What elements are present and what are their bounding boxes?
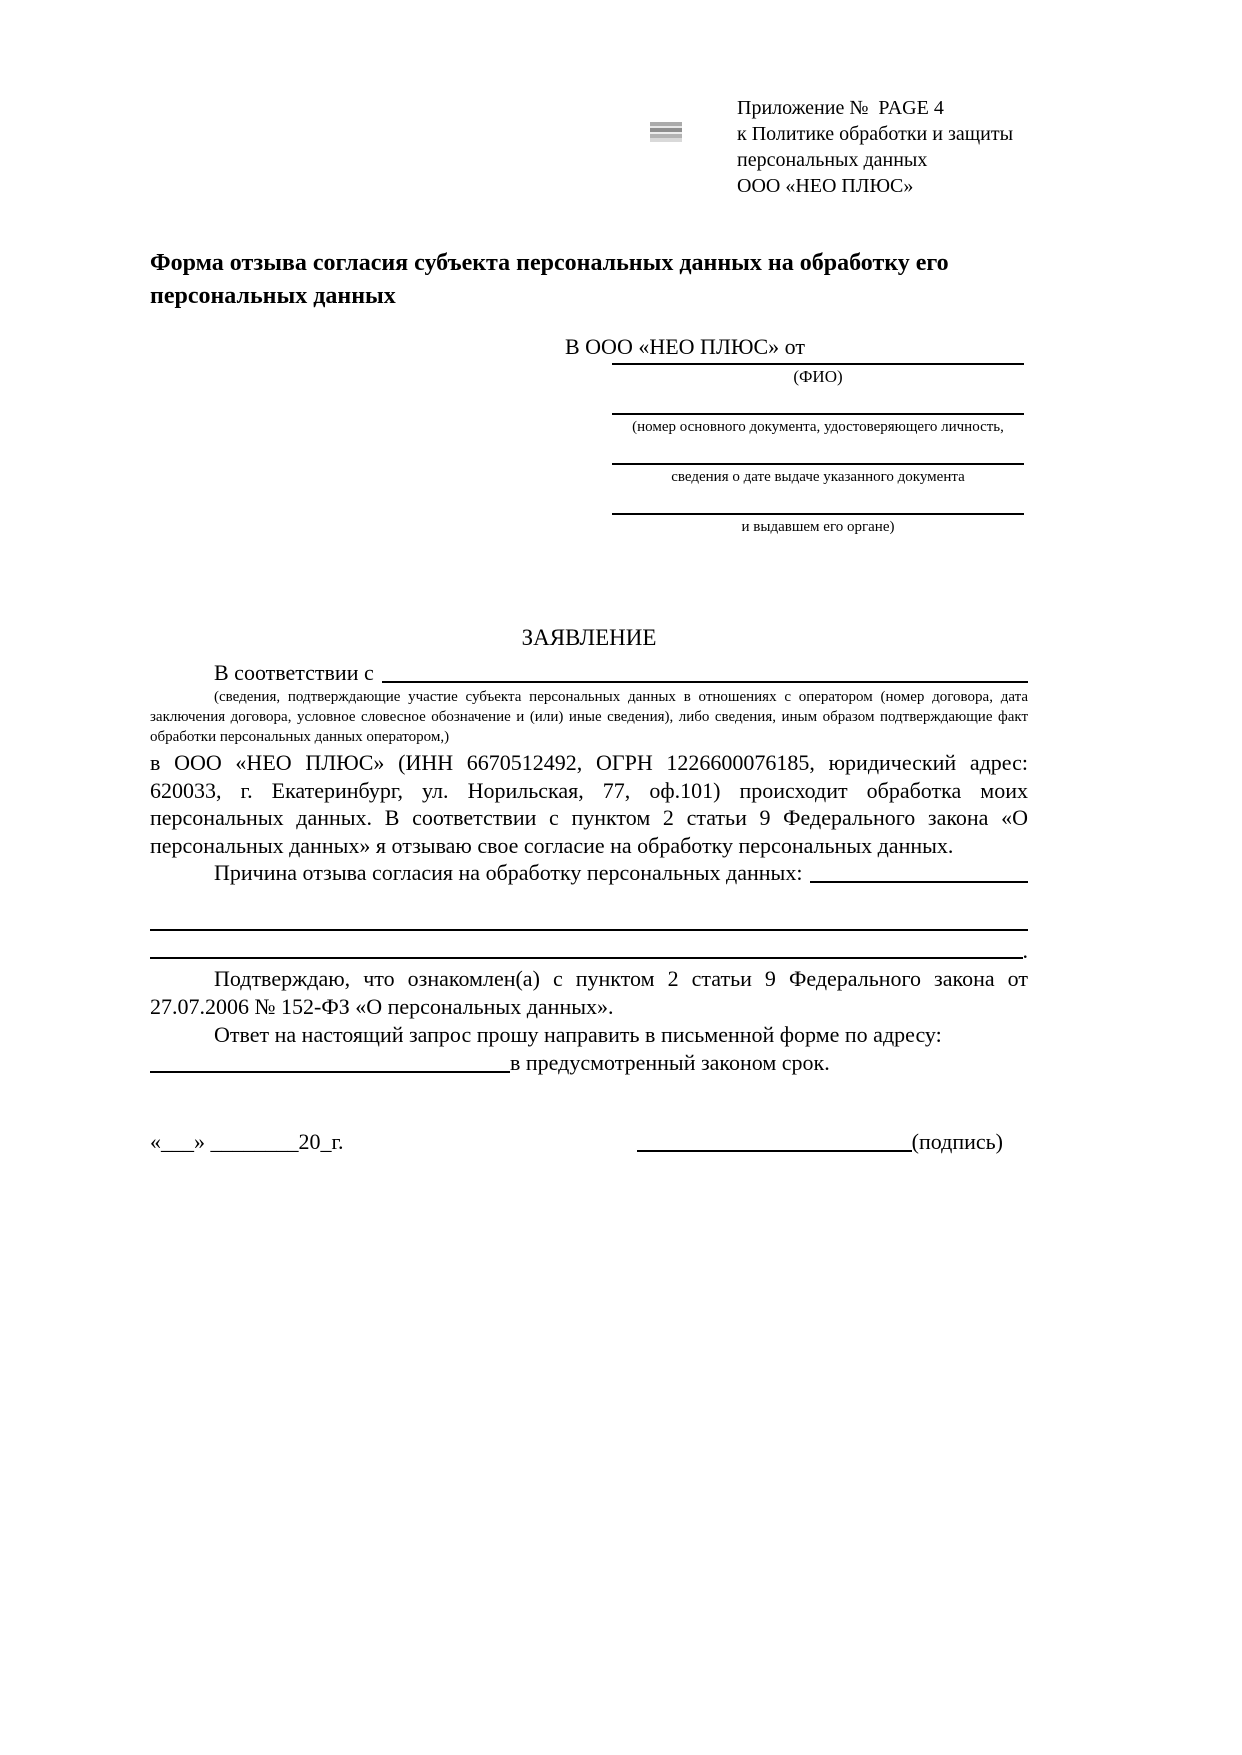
reason-blank-tail: . [1022, 938, 1028, 963]
issuing-authority-field [612, 513, 1024, 537]
reason-prefix: Причина отзыва согласия на обработку персональных данных: [214, 860, 803, 885]
fio-caption: (ФИО) [793, 367, 843, 386]
issue-date-field [612, 463, 1024, 487]
appendix-line-1: Приложение № PAGE 4 [737, 97, 944, 119]
reply-request-line: Ответ на настоящий запрос прошу направить в письменной форме по адресу: [214, 1022, 942, 1047]
statement-heading: ЗАЯВЛЕНИЕ [521, 625, 657, 650]
addressee-to-line: В ООО «НЕО ПЛЮС» от [565, 334, 805, 359]
intro-line [150, 659, 1028, 687]
page-title: Форма отзыва согласия субъекта персональных данных на обработку его персональных данных [150, 250, 949, 309]
reason-blank-line-3 [150, 938, 1028, 963]
footnote-text: (сведения, подтверждающие участие субъекта персональных данных в отношениях с оператором (номер договора, дата заключения договора, условное словесное обозначение и (или) иные сведения), либо сведения, иным образом подтверждающие факт обработки персональных данных оператором,) [150, 689, 1028, 745]
intro-prefix: В соответствии с [214, 660, 374, 685]
appendix-line-3: персональных данных [737, 149, 928, 171]
reason-blank-line-2 [150, 929, 1028, 931]
reason-blank-line-3-rule [150, 957, 1023, 959]
body-paragraph: в ООО «НЕО ПЛЮС» (ИНН 6670512492, ОГРН 1226600076185, юридический адрес: 620033, г. Екатеринбург, ул. Норильская, 77, оф.101) происходит обработка моих персональных данных. В соответствии с пунктом 2 статьи 9 Федерального закона «О персональных данных» я отзываю свое согласие на обработку персональных данных. [150, 750, 1028, 858]
reason-line [150, 859, 1028, 887]
document-content [150, 0, 1028, 1157]
fio-field [612, 363, 1024, 387]
reply-suffix: в предусмотренный законом срок. [510, 1050, 830, 1075]
document-number-caption: (номер основного документа, удостоверяющего личность, [632, 419, 1004, 435]
appendix-line-4: ООО «НЕО ПЛЮС» [737, 175, 914, 197]
reason-blank-line [810, 881, 1028, 883]
date-blank-line: «___» ________20_г. [150, 1129, 344, 1154]
reply-address-blank-line [150, 1071, 510, 1073]
reply-address-line [150, 1049, 1028, 1077]
signature-row [150, 1127, 1028, 1157]
appendix-note [737, 95, 1028, 199]
signature-block [637, 1127, 1003, 1157]
intro-blank-line [382, 681, 1028, 683]
issuing-authority-caption: и выдавшем его органе) [741, 519, 895, 535]
document-number-field [612, 413, 1024, 437]
addressee-fields [612, 363, 1024, 537]
signature-blank-line [637, 1150, 912, 1152]
signature-caption: (подпись) [911, 1129, 1003, 1154]
appendix-line-2: к Политике обработки и защиты [737, 123, 1014, 145]
issue-date-caption: сведения о дате выдаче указанного документа [671, 469, 965, 485]
confirmation-paragraph: Подтверждаю, что ознакомлен(а) с пунктом 2 статьи 9 Федерального закона от 27.07.2006 № 152-ФЗ «О персональных данных». [150, 966, 1028, 1019]
